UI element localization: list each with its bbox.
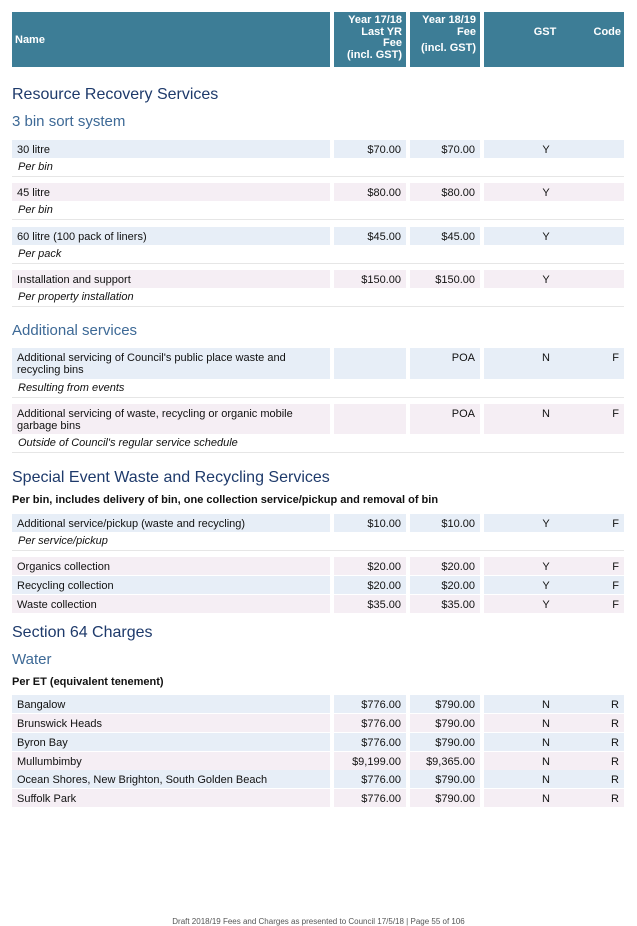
row-fee-1819: $80.00 — [410, 183, 480, 201]
row-gst: Y — [542, 144, 550, 156]
row-gst: Y — [542, 274, 550, 286]
header-fee-1718: Year 17/18 Last YR Fee (incl. GST) — [334, 12, 406, 67]
row-name: 45 litre — [12, 183, 330, 201]
row-fee-1819: $20.00 — [410, 576, 480, 594]
row-code: F — [612, 518, 619, 530]
row-fee-1718: $10.00 — [334, 514, 406, 532]
table-row — [12, 714, 624, 732]
row-fee-1718: $20.00 — [334, 557, 406, 575]
row-name: Brunswick Heads — [12, 714, 330, 732]
row-description: Per pack — [12, 245, 624, 264]
row-name: 30 litre — [12, 140, 330, 158]
row-description: Resulting from events — [12, 379, 624, 398]
row-fee-1819: $35.00 — [410, 595, 480, 613]
row-name: Ocean Shores, New Brighton, South Golden Beach — [12, 770, 330, 788]
row-gst: N — [542, 756, 550, 768]
table-row — [12, 752, 624, 770]
subsection-title: 3 bin sort system — [12, 113, 126, 130]
row-gst: Y — [542, 599, 550, 611]
row-code: F — [612, 561, 619, 573]
subsection-title: Water — [12, 651, 52, 668]
table-row — [12, 695, 624, 713]
row-fee-1718: $776.00 — [334, 695, 406, 713]
row-code: F — [612, 408, 619, 420]
row-name: Installation and support — [12, 270, 330, 288]
header-fee-1819: Year 18/19 Fee (incl. GST) — [410, 12, 480, 67]
header-code: Code — [593, 26, 621, 38]
row-fee-1718 — [334, 404, 406, 434]
row-gst: N — [542, 737, 550, 749]
row-name: Bangalow — [12, 695, 330, 713]
row-gst: N — [542, 793, 550, 805]
header-name: Name — [12, 12, 330, 67]
section-title: Special Event Waste and Recycling Services — [12, 469, 330, 486]
row-name: Additional servicing of Council's public place waste and recycling bins — [12, 348, 330, 379]
row-code: F — [612, 352, 619, 364]
row-fee-1819: $20.00 — [410, 557, 480, 575]
table-row — [12, 770, 624, 788]
row-name: 60 litre (100 pack of liners) — [12, 227, 330, 245]
row-fee-1718: $9,199.00 — [334, 752, 406, 770]
row-gst: Y — [542, 231, 550, 243]
row-code: R — [611, 718, 619, 730]
table-row — [12, 270, 624, 288]
row-fee-1819: $790.00 — [410, 695, 480, 713]
row-fee-1718: $776.00 — [334, 733, 406, 751]
row-fee-1718: $70.00 — [334, 140, 406, 158]
row-fee-1718: $20.00 — [334, 576, 406, 594]
row-description: Per bin — [12, 201, 624, 220]
row-description: Per service/pickup — [12, 532, 624, 551]
row-fee-1819: $790.00 — [410, 770, 480, 788]
table-row — [12, 595, 624, 613]
row-fee-1718: $80.00 — [334, 183, 406, 201]
row-fee-1819: $9,365.00 — [410, 752, 480, 770]
row-code: F — [612, 580, 619, 592]
row-gst: N — [542, 408, 550, 420]
row-fee-1718: $35.00 — [334, 595, 406, 613]
table-row — [12, 227, 624, 245]
row-description: Per property installation — [12, 288, 624, 307]
table-row — [12, 514, 624, 532]
section-title: Section 64 Charges — [12, 624, 153, 641]
row-fee-1718: $45.00 — [334, 227, 406, 245]
page-footer: Draft 2018/19 Fees and Charges as presented to Council 17/5/18 | Page 55 of 106 — [172, 917, 465, 926]
header-gst: GST — [533, 26, 557, 38]
row-code: R — [611, 774, 619, 786]
header-gst-code — [484, 12, 624, 67]
row-name: Suffolk Park — [12, 789, 330, 807]
section-title: Resource Recovery Services — [12, 86, 219, 103]
row-fee-1819: $10.00 — [410, 514, 480, 532]
row-fee-1819: POA — [410, 404, 480, 434]
row-code: R — [611, 737, 619, 749]
row-gst: N — [542, 352, 550, 364]
section-note: Per bin, includes delivery of bin, one collection service/pickup and removal of bin — [12, 494, 439, 506]
row-fee-1718 — [334, 348, 406, 379]
row-code: R — [611, 699, 619, 711]
row-description: Outside of Council's regular service schedule — [12, 434, 624, 453]
row-name: Recycling collection — [12, 576, 330, 594]
row-description: Per bin — [12, 158, 624, 177]
row-gst: Y — [542, 518, 550, 530]
section-note: Per ET (equivalent tenement) — [12, 676, 164, 688]
row-fee-1819: $790.00 — [410, 733, 480, 751]
row-code: R — [611, 793, 619, 805]
row-code: F — [612, 599, 619, 611]
row-code: R — [611, 756, 619, 768]
row-name: Additional service/pickup (waste and recycling) — [12, 514, 330, 532]
row-fee-1718: $150.00 — [334, 270, 406, 288]
row-fee-1819: $790.00 — [410, 789, 480, 807]
table-row — [12, 576, 624, 594]
row-fee-1819: $790.00 — [410, 714, 480, 732]
row-fee-1819: $150.00 — [410, 270, 480, 288]
row-fee-1718: $776.00 — [334, 789, 406, 807]
row-name: Mullumbimby — [12, 752, 330, 770]
row-gst: Y — [542, 580, 550, 592]
row-name: Byron Bay — [12, 733, 330, 751]
row-gst: N — [542, 718, 550, 730]
row-name: Waste collection — [12, 595, 330, 613]
table-row — [12, 140, 624, 158]
table-row — [12, 404, 624, 434]
row-fee-1819: $70.00 — [410, 140, 480, 158]
table-row — [12, 183, 624, 201]
subsection-title: Additional services — [12, 322, 138, 339]
table-row — [12, 789, 624, 807]
row-gst: Y — [542, 561, 550, 573]
row-fee-1819: $45.00 — [410, 227, 480, 245]
table-row — [12, 348, 624, 379]
row-name: Organics collection — [12, 557, 330, 575]
row-name: Additional servicing of waste, recycling or organic mobile garbage bins — [12, 404, 330, 434]
row-gst: N — [542, 774, 550, 786]
row-gst: N — [542, 699, 550, 711]
table-row — [12, 733, 624, 751]
row-fee-1718: $776.00 — [334, 714, 406, 732]
table-row — [12, 557, 624, 575]
row-fee-1718: $776.00 — [334, 770, 406, 788]
row-gst: Y — [542, 187, 550, 199]
row-fee-1819: POA — [410, 348, 480, 379]
